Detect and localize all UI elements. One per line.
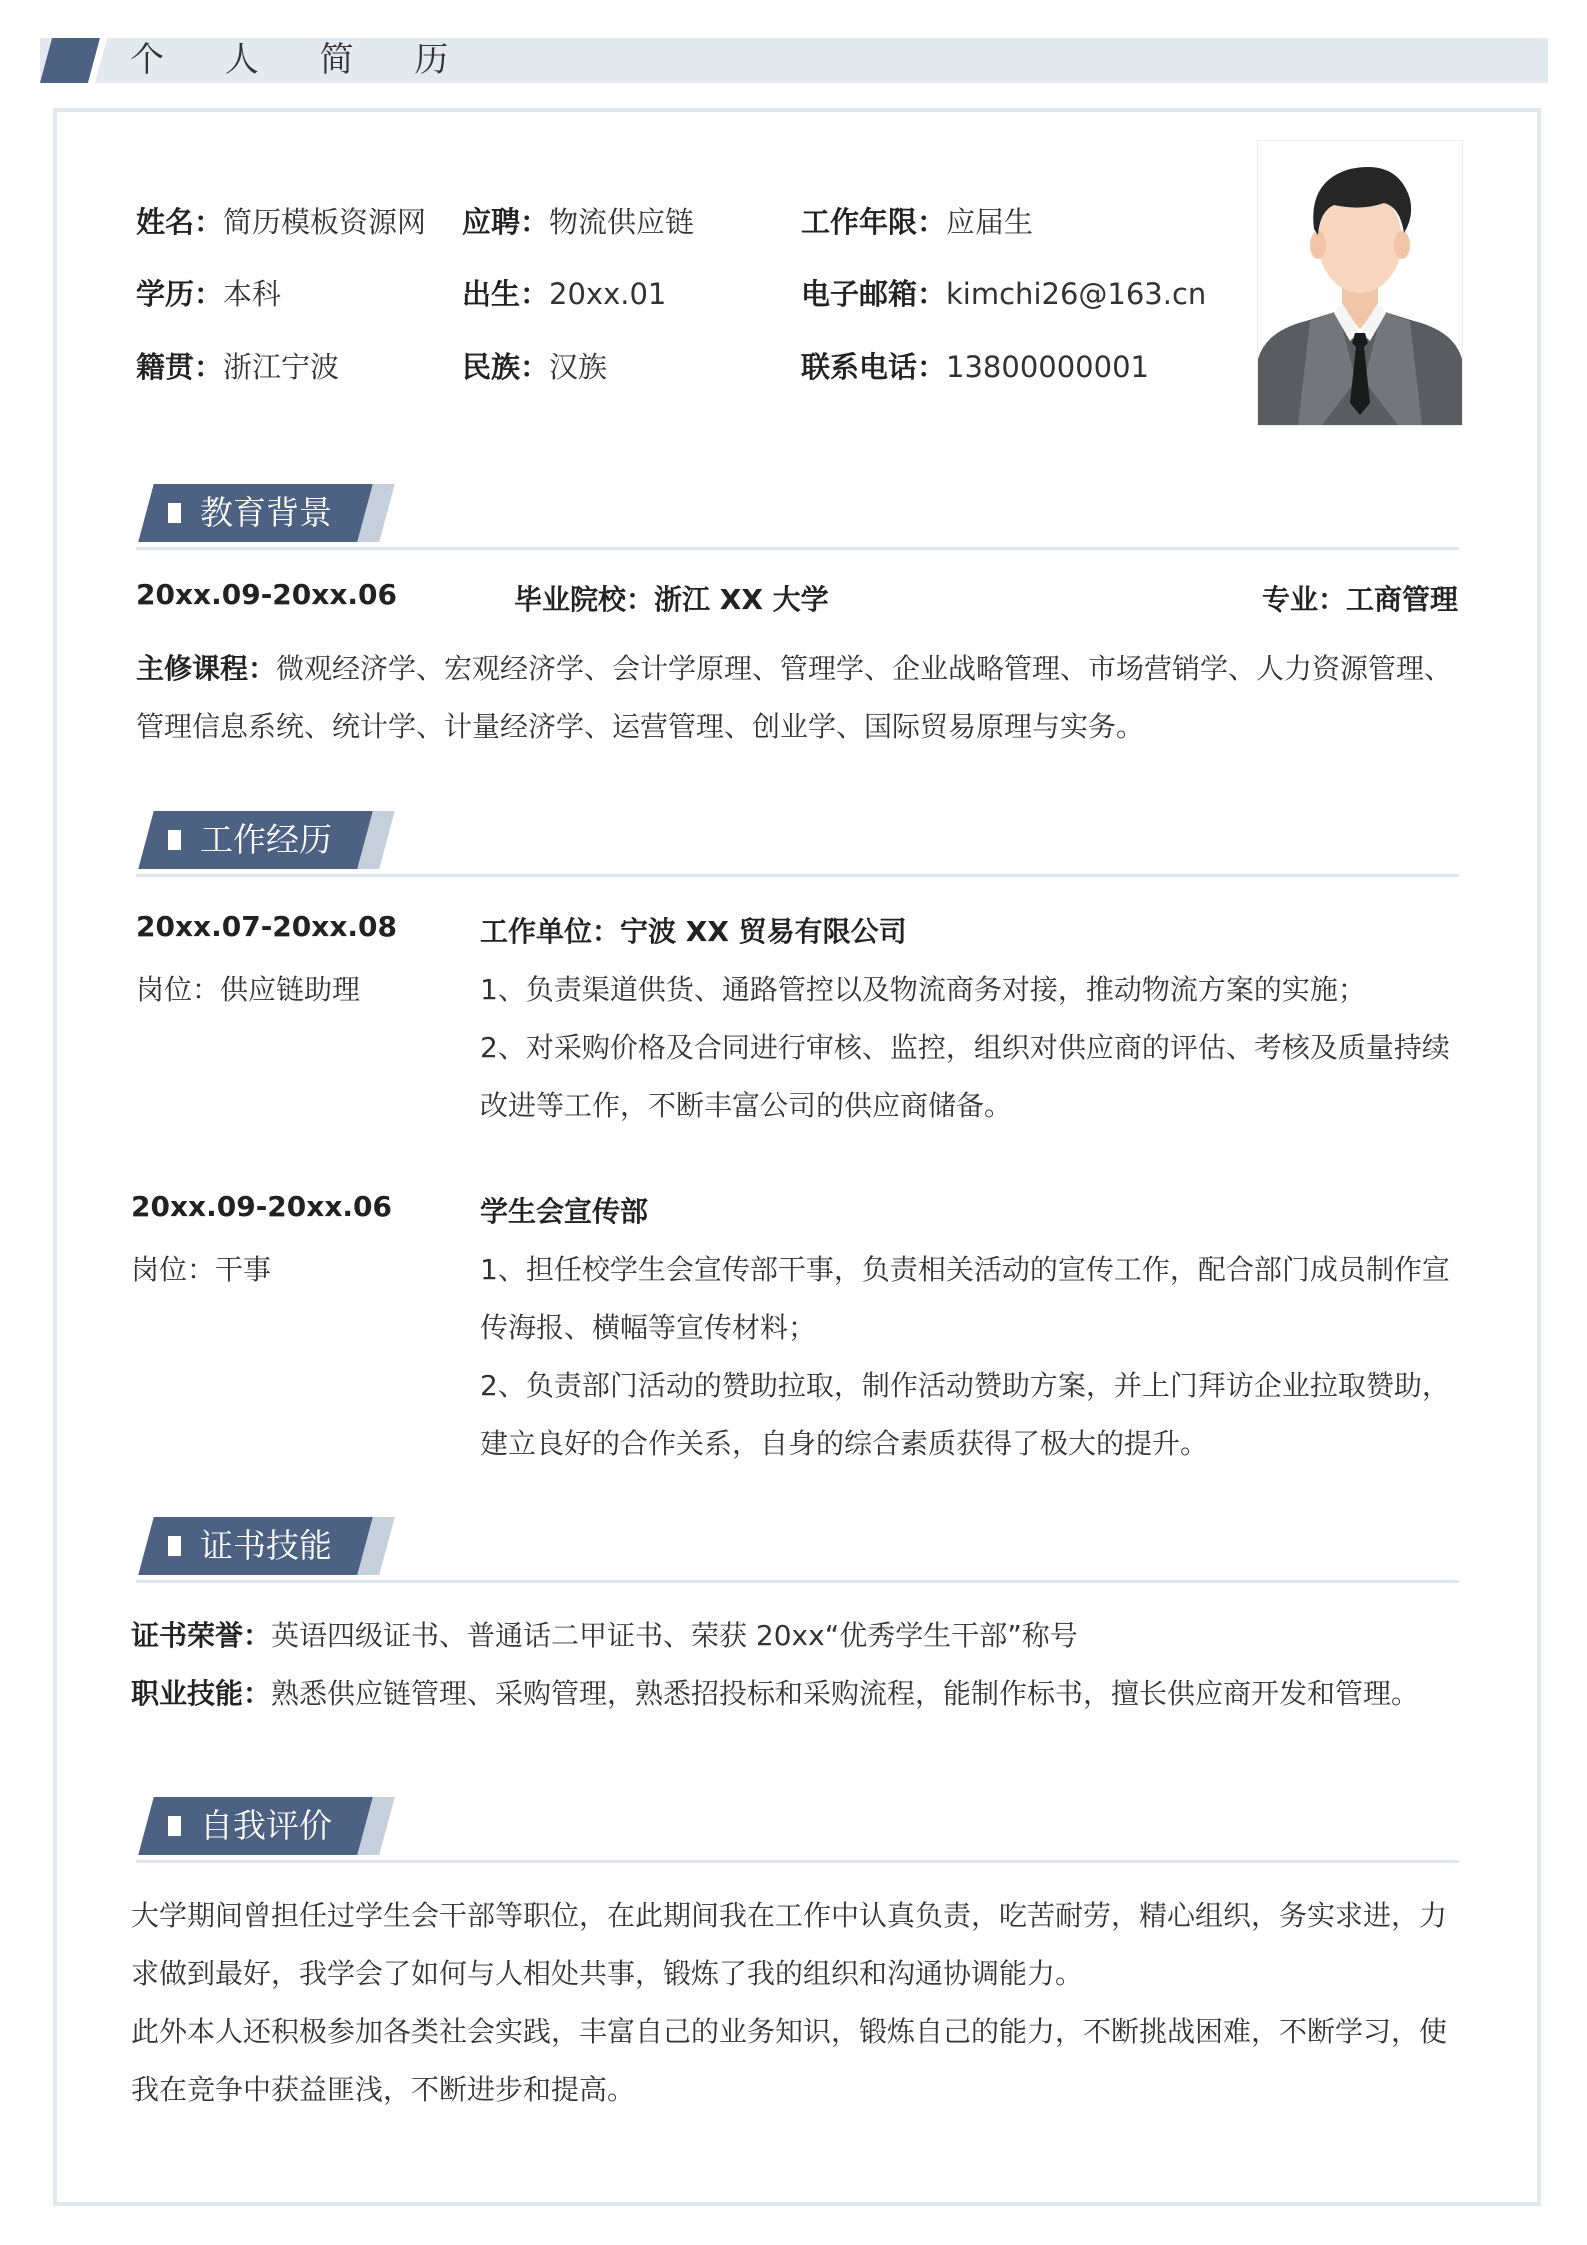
self-divider: [136, 1860, 1459, 1863]
job-1-line-1: 1、负责渠道供货、通路管控以及物流商务对接，推动物流方案的实施；: [480, 973, 1366, 1006]
job-2-org: 学生会宣传部: [480, 1195, 649, 1228]
education-period: 20xx.09-20xx.06: [136, 578, 397, 611]
education-courses: [136, 647, 1452, 687]
ethnic-field: [462, 345, 607, 386]
years-value: 应届生: [946, 205, 1034, 239]
profile-photo: [1257, 140, 1463, 426]
birth-label: 出生：: [462, 277, 550, 311]
job-2-line-1: 1、担任校学生会宣传部干事，负责相关活动的宣传工作，配合部门成员制作宣: [480, 1253, 1450, 1286]
job-2-line-2: 传海报、横幅等宣传材料；: [480, 1311, 817, 1344]
skills-divider: [136, 1580, 1459, 1583]
certificates-value: 英语四级证书、普通话二甲证书、荣获 20xx“优秀学生干部”称号: [271, 1619, 1078, 1652]
avatar-illustration: [1258, 141, 1462, 425]
work-header-title: 工作经历: [200, 820, 332, 859]
self-eval-line-3: 此外本人还积极参加各类社会实践，丰富自己的业务知识，锻炼自己的能力，不断挑战困难，不断学习，使: [131, 2015, 1448, 2048]
education-value: 本科: [223, 277, 282, 311]
certificates: [131, 1614, 1078, 1654]
job-2-period: 20xx.09-20xx.06: [131, 1190, 392, 1223]
job-label: 应聘：: [462, 205, 550, 239]
job-1-position: 岗位：供应链助理: [136, 973, 361, 1006]
self-header-marker: [168, 1816, 181, 1836]
years-field: [801, 200, 1033, 241]
professional-skills-value: 熟悉供应链管理、采购管理，熟悉招投标和采购流程，能制作标书，擅长供应商开发和管理。: [271, 1677, 1420, 1710]
job-field: [462, 200, 694, 241]
education-divider: [136, 547, 1459, 550]
self-eval-line-2: 求做到最好，我学会了如何与人相处共事，锻炼了我的组织和沟通协调能力。: [131, 1957, 1084, 1990]
courses-label: 主修课程：: [136, 652, 277, 685]
job-value: 物流供应链: [549, 205, 695, 239]
ethnic-value: 汉族: [549, 350, 608, 384]
work-header-marker: [168, 830, 181, 850]
name-field: [136, 200, 426, 241]
education-header-marker: [168, 503, 181, 523]
self-eval-line-4: 我在竞争中获益匪浅，不断进步和提高。: [131, 2073, 636, 2106]
professional-skills-label: 职业技能：: [131, 1677, 272, 1710]
job-2-line-4: 建立良好的合作关系，自身的综合素质获得了极大的提升。: [480, 1427, 1209, 1460]
native-value: 浙江宁波: [223, 350, 340, 384]
self-header-title: 自我评价: [200, 1806, 332, 1845]
email-field: [801, 272, 1206, 313]
email-value: kimchi26@163.cn: [946, 277, 1207, 311]
phone-value: 13800000001: [946, 350, 1149, 384]
ethnic-label: 民族：: [462, 350, 550, 384]
professional-skills: [131, 1672, 1419, 1712]
native-field: [136, 345, 339, 386]
job-2-position: 岗位：干事: [131, 1253, 272, 1286]
email-label: 电子邮箱：: [801, 277, 947, 311]
job-2-line-3: 2、负责部门活动的赞助拉取，制作活动赞助方案，并上门拜访企业拉取赞助，: [480, 1369, 1450, 1402]
education-label: 学历：: [136, 277, 224, 311]
job-1-org: 工作单位：宁波 XX 贸易有限公司: [480, 915, 907, 948]
native-label: 籍贯：: [136, 350, 224, 384]
phone-label: 联系电话：: [801, 350, 947, 384]
education-school: 毕业院校：浙江 XX 大学: [514, 583, 829, 616]
page-title: 个 人 简 历: [130, 40, 474, 80]
job-1-line-3: 改进等工作，不断丰富公司的供应商储备。: [480, 1089, 1013, 1122]
job-1-period: 20xx.07-20xx.08: [136, 910, 397, 943]
self-eval-line-1: 大学期间曾担任过学生会干部等职位，在此期间我在工作中认真负责，吃苦耐劳，精心组织，务实求进，力: [131, 1899, 1448, 1932]
birth-field: [462, 272, 666, 313]
skills-header-marker: [168, 1536, 181, 1556]
education-field: [136, 272, 281, 313]
name-label: 姓名：: [136, 205, 224, 239]
certificates-label: 证书荣誉：: [131, 1619, 272, 1652]
work-divider: [136, 874, 1459, 877]
skills-header-title: 证书技能: [200, 1526, 332, 1565]
job-1-line-2: 2、对采购价格及合同进行审核、监控，组织对供应商的评估、考核及质量持续: [480, 1031, 1450, 1064]
phone-field: [801, 345, 1149, 386]
courses-line-1: 微观经济学、宏观经济学、会计学原理、管理学、企业战略管理、市场营销学、人力资源管理、: [276, 652, 1453, 685]
birth-value: 20xx.01: [549, 277, 667, 311]
education-major: 专业：工商管理: [1262, 583, 1459, 616]
courses-line-2: 管理信息系统、统计学、计量经济学、运营管理、创业学、国际贸易原理与实务。: [136, 710, 1145, 743]
name-value: 简历模板资源网: [223, 205, 427, 239]
years-label: 工作年限：: [801, 205, 947, 239]
education-header-title: 教育背景: [200, 493, 332, 532]
